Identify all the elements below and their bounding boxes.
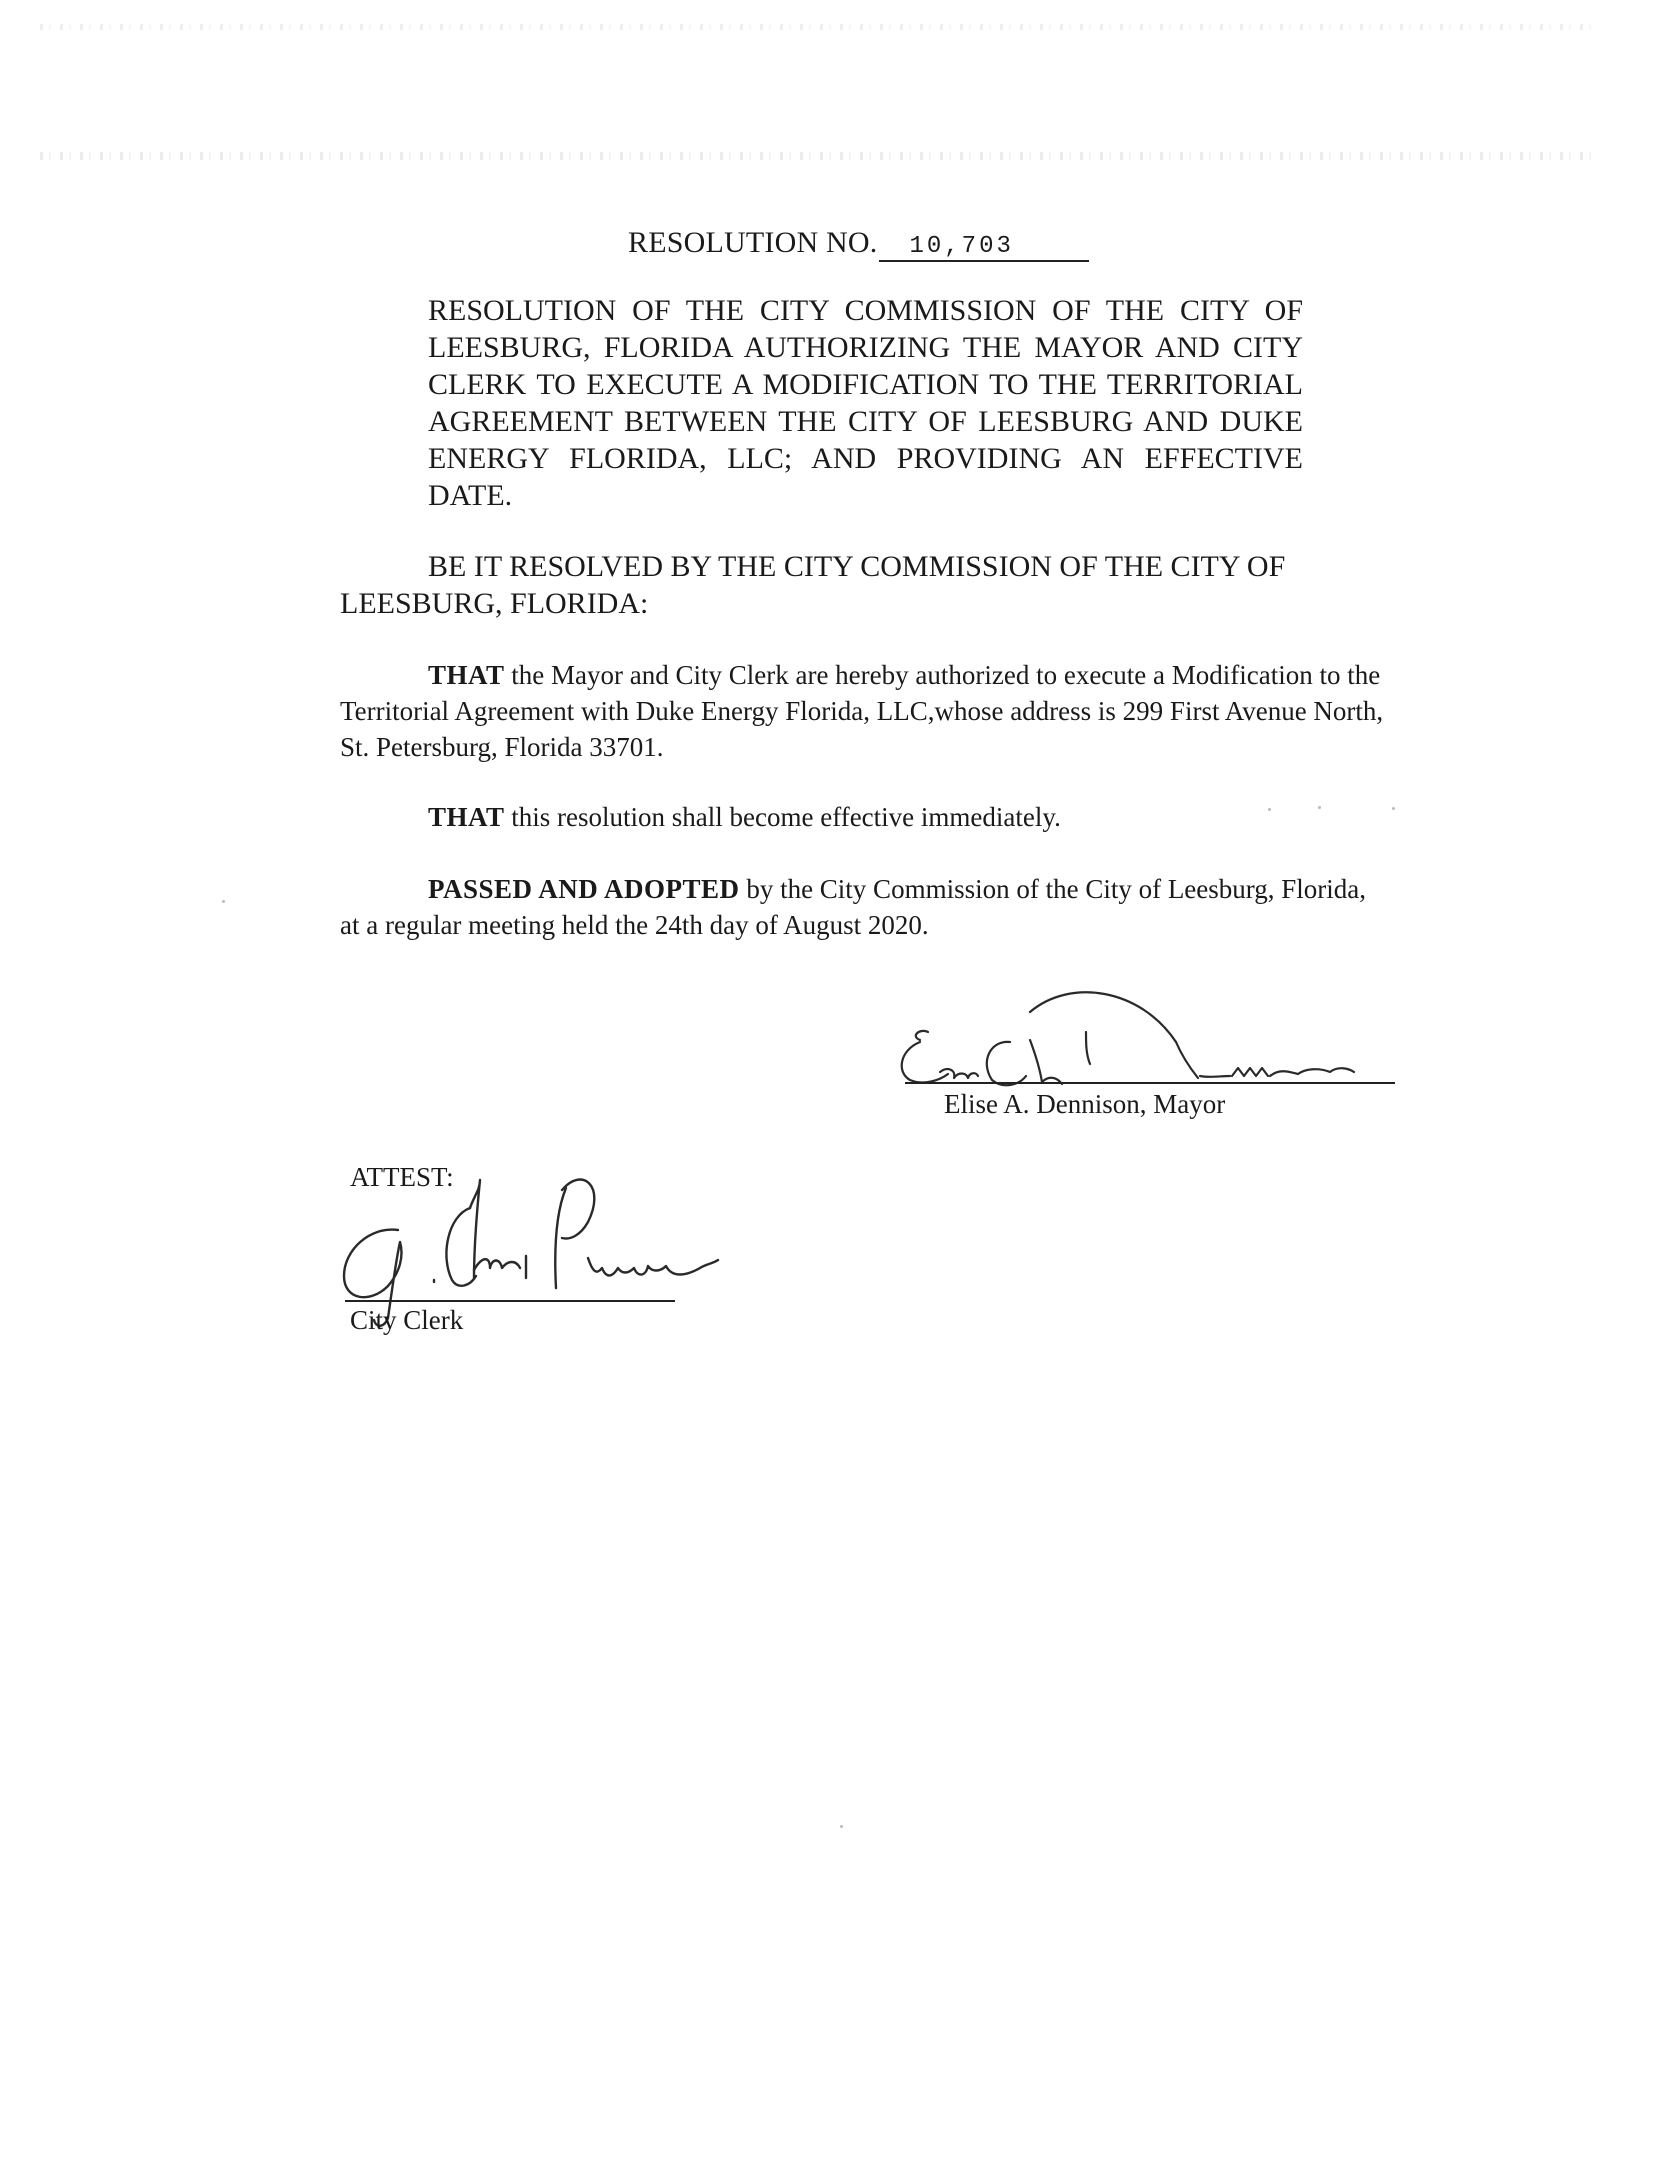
mayor-name-title: Elise A. Dennison, Mayor	[944, 1089, 1226, 1119]
paragraph-lead: THAT	[428, 660, 505, 690]
paragraph-adopted	[340, 871, 1390, 943]
resolution-number-value: 10,703	[879, 233, 1089, 262]
resolution-number	[628, 226, 1089, 262]
paragraph-text: this resolution shall become effective immediately.	[504, 802, 1061, 832]
attest-label: ATTEST:	[350, 1162, 454, 1192]
paragraph-text: by the City Commission of the City of Leesburg, Florida, at a regular meeting held the 24th day of August 2020.	[340, 874, 1367, 940]
paragraph-lead: PASSED AND ADOPTED	[428, 874, 740, 904]
resolution-title: RESOLUTION OF THE CITY COMMISSION OF THE CITY OF LEESBURG, FLORIDA AUTHORIZING THE MAYOR AND CITY CLERK TO EXECUTE A MODIFICATION TO THE TERRITORIAL AGREEMENT BETWEEN THE CITY OF LEESBURG AND DUKE ENERGY FLORIDA, LLC; AND PROVIDING AN EFFECTIVE DATE.	[428, 294, 1303, 512]
clerk-label: City Clerk	[350, 1305, 464, 1335]
paragraph-effective	[340, 799, 1390, 835]
paragraph-authorization	[340, 657, 1390, 765]
resolved-clause: BE IT RESOLVED BY THE CITY COMMISSION OF THE CITY OF LEESBURG, FLORIDA:	[340, 550, 1286, 620]
scan-speck	[222, 900, 225, 903]
resolution-label: RESOLUTION NO.	[628, 226, 878, 259]
mayor-signature-line	[905, 1082, 1395, 1084]
scan-speck	[1318, 806, 1321, 809]
scan-speck	[840, 1825, 843, 1828]
clerk-signature-line	[345, 1300, 675, 1302]
scan-artifact	[40, 152, 1600, 160]
paragraph-text: the Mayor and City Clerk are hereby authorized to execute a Modification to the Territorial Agreement with Duke Energy Florida, LLC,whose address is 299 First Avenue North, St. Petersburg, Florida 33701.	[340, 660, 1384, 762]
scan-speck	[1392, 807, 1395, 810]
paragraph-lead: THAT	[428, 802, 505, 832]
scan-artifact	[40, 24, 1600, 30]
scan-speck	[1268, 808, 1271, 811]
